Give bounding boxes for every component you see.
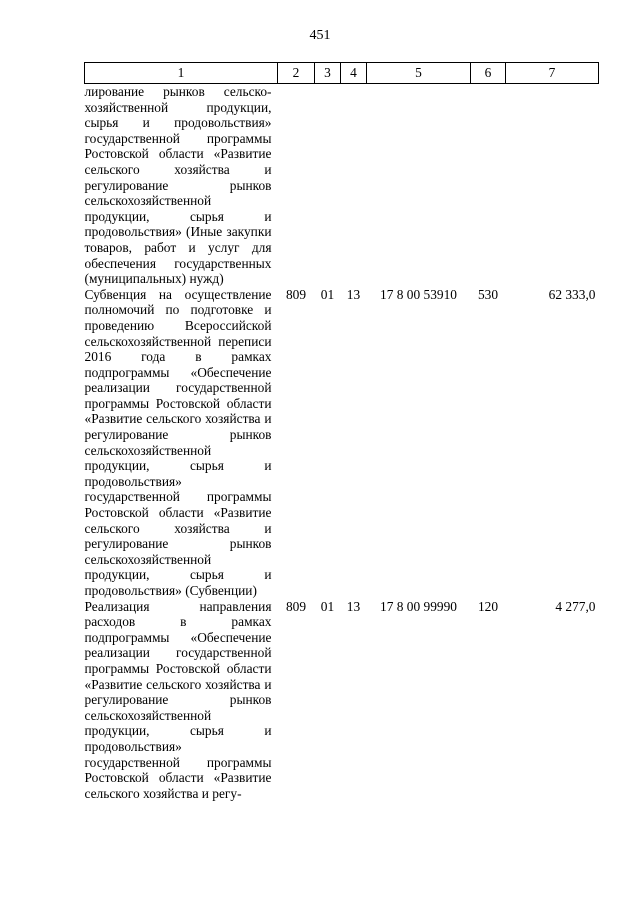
row-target-item	[367, 84, 471, 287]
row-subsection-code: 13	[346, 598, 361, 614]
row-section-code: 01	[320, 286, 335, 302]
row-amount: 62 333,0	[548, 286, 596, 302]
header-col-6: 6	[471, 63, 506, 84]
row-amount	[506, 84, 599, 287]
row-section-code: 01	[320, 598, 335, 614]
page-number: 451	[309, 28, 331, 43]
row-ministry-code: 809	[285, 598, 307, 614]
budget-table	[84, 62, 599, 801]
header-col-2: 2	[278, 63, 315, 84]
row-subsection-code	[341, 84, 367, 287]
header-col-4: 4	[341, 63, 367, 84]
row-amount: 4 277,0	[555, 598, 596, 614]
row-expense-type: 530	[477, 286, 499, 302]
row-description: лирование рынков сельско-хозяйственной продукции, сырья и продовольствия» государственной программы Ростовской области «Развитие сельского хозяйства и регулирование рынков сельскохозяйственной продукции, сырья и продовольствия» (Иные закупки товаров, работ и услуг для обеспечения государственных (муниципальных) нужд)	[84, 84, 272, 287]
row-description: Реализация направления расходов в рамках подпрограммы «Обеспечение реализации государственной программы Ростовской области «Развитие сельского хозяйства и регулирование рынков сельскохозяйственной продукции, сырья и продовольствия» государственной программы Ростовской области «Развитие сельского хозяйства и регу-	[84, 598, 272, 801]
row-target-item: 17 8 00 99990	[380, 598, 457, 614]
header-col-7: 7	[506, 63, 599, 84]
row-expense-type	[471, 84, 506, 287]
header-col-5: 5	[367, 63, 471, 84]
row-description: Субвенция на осуществление полномочий по подготовке и проведению Всероссийской сельскохозяйственной переписи 2016 года в рамках подпрограммы «Обеспечение реализации государственной программы Ростовской области «Развитие сельского хозяйства и регулирование рынков сельскохозяйственной продукции, сырья и продовольствия» государственной программы Ростовской области «Развитие сельского хозяйства и регулирование рынков сельскохозяйственной продукции, сырья и продовольствия» (Субвенции)	[84, 286, 272, 598]
table-row	[85, 599, 599, 802]
row-target-item: 17 8 00 53910	[380, 286, 457, 302]
table-row	[85, 287, 599, 599]
row-ministry-code	[278, 84, 315, 287]
row-expense-type: 120	[477, 598, 499, 614]
table-body	[85, 84, 599, 802]
table-header	[85, 63, 599, 84]
row-section-code	[315, 84, 341, 287]
row-subsection-code: 13	[346, 286, 361, 302]
header-col-3: 3	[315, 63, 341, 84]
table-row	[85, 84, 599, 287]
header-col-1: 1	[85, 63, 278, 84]
header-row	[85, 63, 599, 84]
row-ministry-code: 809	[285, 286, 307, 302]
